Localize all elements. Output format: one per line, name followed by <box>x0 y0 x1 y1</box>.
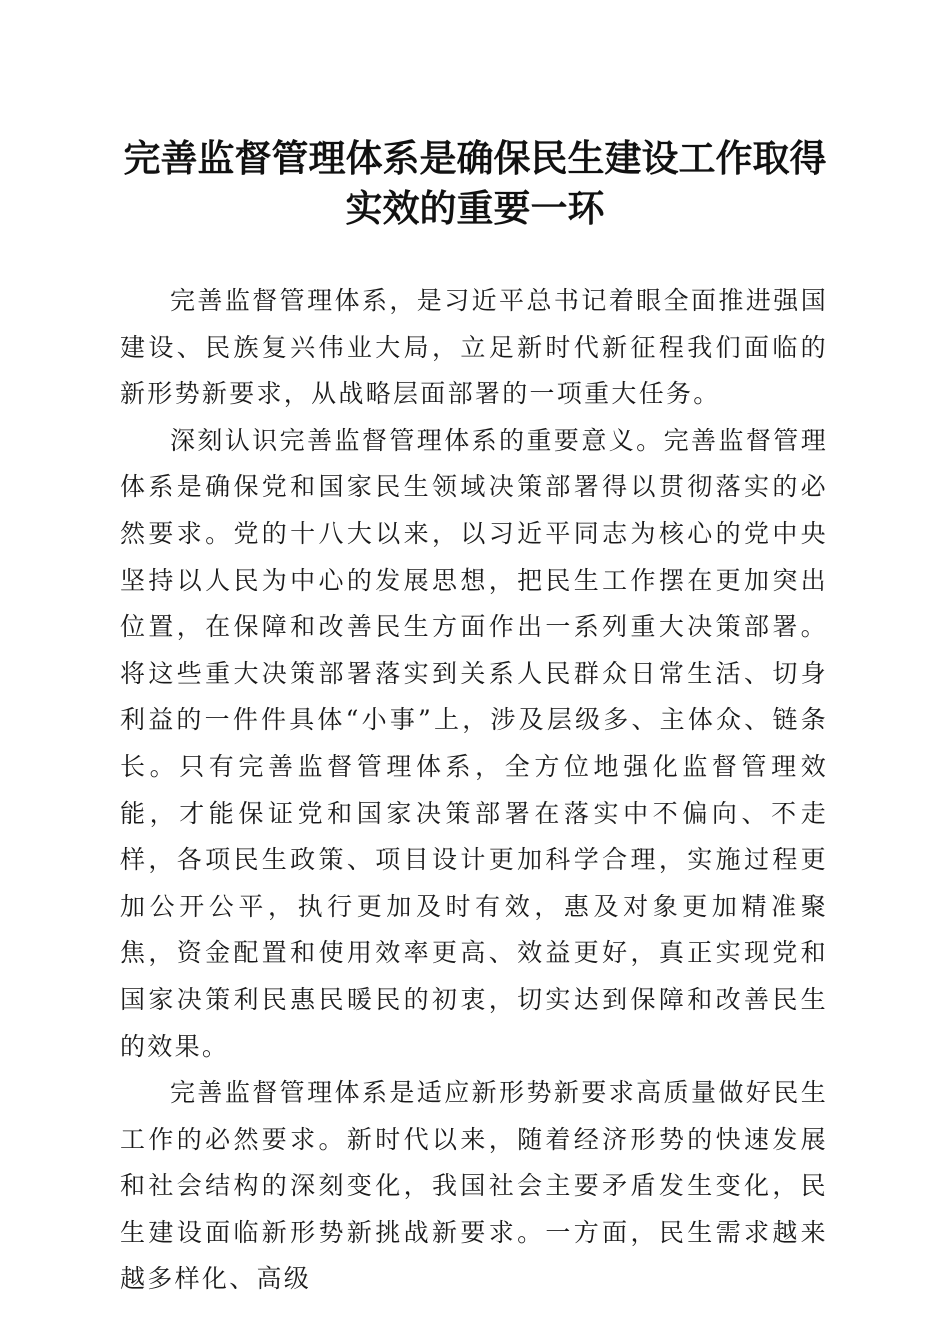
paragraph-significance: 深刻认识完善监督管理体系的重要意义。完善监督管理体系是确保党和国家民生领域决策部署得以贯彻落实的必然要求。党的十八大以来，以习近平同志为核心的党中央坚持以人民为中心的发展思想，把民生工作摆在更加突出位置，在保障和改善民生方面作出一系列重大决策部署。将这些重大决策部署落实到关系人民群众日常生活、切身利益的一件件具体“小事”上，涉及层级多、主体众、链条长。只有完善监督管理体系，全方位地强化监督管理效能，才能保证党和国家决策部署在落实中不偏向、不走样，各项民生政策、项目设计更加科学合理，实施过程更加公开公平，执行更加及时有效，惠及对象更加精准聚焦，资金配置和使用效率更高、效益更好，真正实现党和国家决策利民惠民暖民的初衷，切实达到保障和改善民生的效果。 <box>120 425 828 1061</box>
document-body <box>120 278 828 1303</box>
document-title: 完善监督管理体系是确保民生建设工作取得实效的重要一环 <box>123 136 827 230</box>
paragraph-intro: 完善监督管理体系，是习近平总书记着眼全面推进强国建设、民族复兴伟业大局，立足新时代新征程我们面临的新形势新要求，从战略层面部署的一项重大任务。 <box>120 286 828 409</box>
paragraph-new-situation: 完善监督管理体系是适应新形势新要求高质量做好民生工作的必然要求。新时代以来，随着经济形势的快速发展和社会结构的深刻变化，我国社会主要矛盾发生变化，民生建设面临新形势新挑战新要求。一方面，民生需求越来越多样化、高级 <box>120 1078 828 1294</box>
